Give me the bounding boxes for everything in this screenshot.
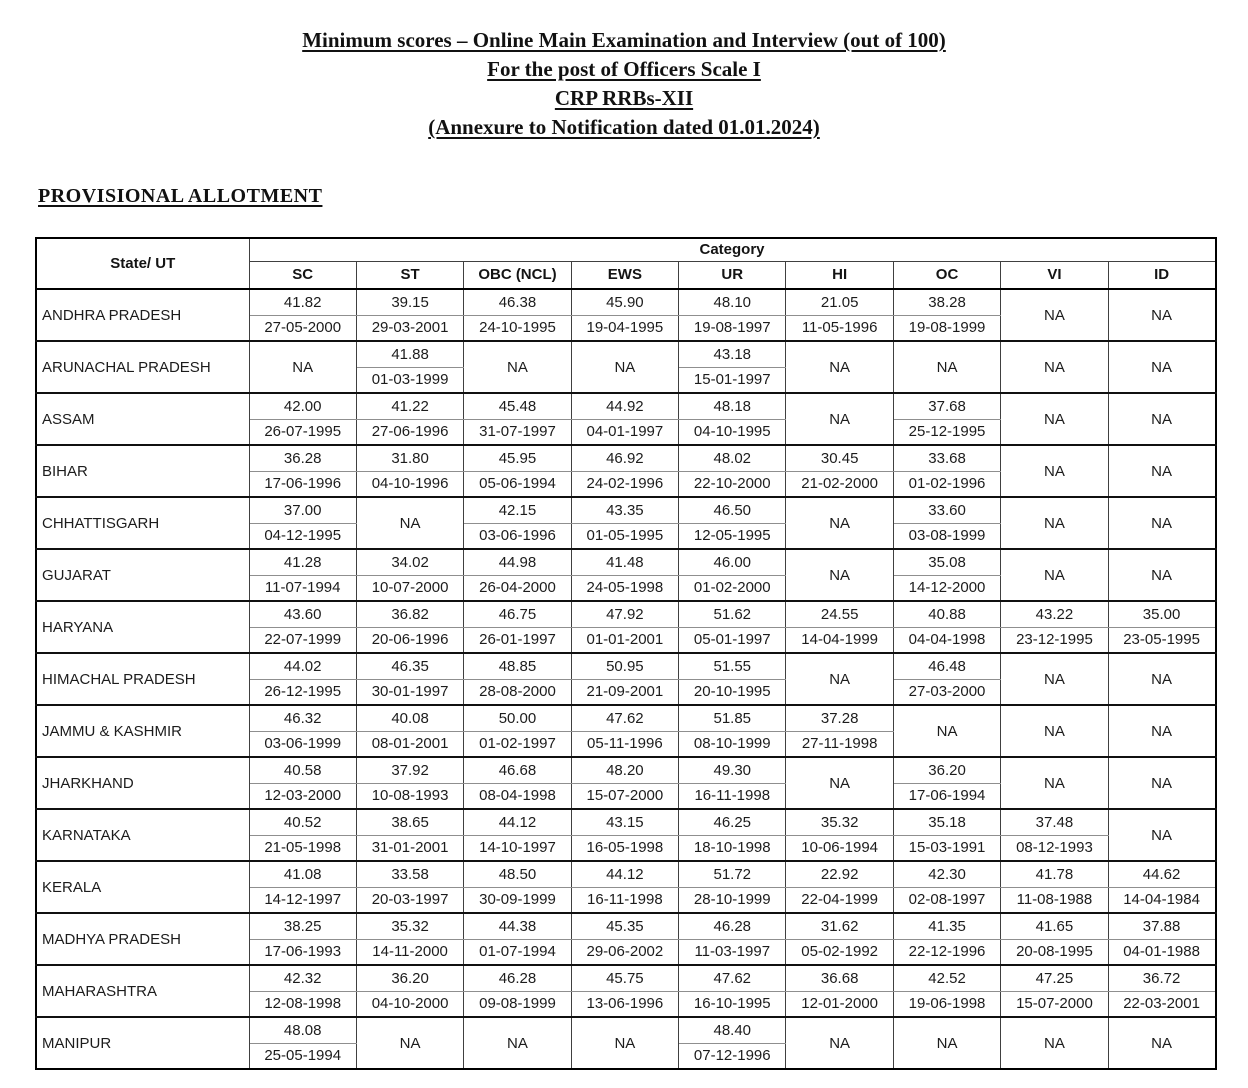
- score-cell: 46.35: [356, 653, 463, 679]
- date-cell: 29-03-2001: [356, 315, 463, 341]
- date-cell: 12-01-2000: [786, 991, 893, 1017]
- date-cell: 16-11-1998: [571, 887, 678, 913]
- score-cell: 48.08: [249, 1017, 356, 1043]
- score-cell: 43.15: [571, 809, 678, 835]
- score-cell: 41.48: [571, 549, 678, 575]
- state-name: GUJARAT: [36, 549, 249, 601]
- date-cell: 15-01-1997: [679, 367, 786, 393]
- date-cell: 12-08-1998: [249, 991, 356, 1017]
- date-cell: 05-01-1997: [679, 627, 786, 653]
- date-cell: 20-08-1995: [1001, 939, 1108, 965]
- date-cell: 01-02-1997: [464, 731, 571, 757]
- na-cell: NA: [464, 341, 571, 393]
- date-cell: 23-12-1995: [1001, 627, 1108, 653]
- score-cell: 41.65: [1001, 913, 1108, 939]
- score-cell: 39.15: [356, 289, 463, 315]
- na-cell: NA: [1001, 289, 1108, 341]
- date-cell: 10-07-2000: [356, 575, 463, 601]
- state-name: JAMMU & KASHMIR: [36, 705, 249, 757]
- date-cell: 01-03-1999: [356, 367, 463, 393]
- date-cell: 16-11-1998: [679, 783, 786, 809]
- date-cell: 19-08-1997: [679, 315, 786, 341]
- state-row: [36, 289, 1216, 315]
- date-cell: 01-02-2000: [679, 575, 786, 601]
- na-cell: NA: [571, 341, 678, 393]
- date-cell: 11-07-1994: [249, 575, 356, 601]
- score-cell: 43.60: [249, 601, 356, 627]
- na-cell: NA: [1001, 705, 1108, 757]
- score-cell: 41.35: [893, 913, 1000, 939]
- score-cell: 48.40: [679, 1017, 786, 1043]
- state-row: [36, 393, 1216, 419]
- score-cell: 44.12: [464, 809, 571, 835]
- score-cell: 40.58: [249, 757, 356, 783]
- date-cell: 05-06-1994: [464, 471, 571, 497]
- na-cell: NA: [786, 497, 893, 549]
- score-cell: 47.62: [679, 965, 786, 991]
- date-cell: 14-04-1984: [1108, 887, 1215, 913]
- score-cell: 38.28: [893, 289, 1000, 315]
- score-cell: 34.02: [356, 549, 463, 575]
- state-row: [36, 965, 1216, 991]
- score-cell: 46.68: [464, 757, 571, 783]
- date-cell: 08-04-1998: [464, 783, 571, 809]
- score-cell: 51.62: [679, 601, 786, 627]
- state-ut-header: State/ UT: [36, 238, 249, 289]
- score-cell: 40.08: [356, 705, 463, 731]
- title-line-1: Minimum scores – Online Main Examination and Interview (out of 100): [302, 28, 946, 52]
- date-cell: 21-09-2001: [571, 679, 678, 705]
- score-cell: 40.88: [893, 601, 1000, 627]
- state-name: HARYANA: [36, 601, 249, 653]
- date-cell: 08-01-2001: [356, 731, 463, 757]
- date-cell: 05-02-1992: [786, 939, 893, 965]
- score-cell: 35.32: [786, 809, 893, 835]
- date-cell: 26-07-1995: [249, 419, 356, 445]
- date-cell: 19-08-1999: [893, 315, 1000, 341]
- column-header-sc: SC: [249, 261, 356, 289]
- na-cell: NA: [1108, 549, 1215, 601]
- score-cell: 33.58: [356, 861, 463, 887]
- score-cell: 22.92: [786, 861, 893, 887]
- state-row: [36, 341, 1216, 367]
- date-cell: 23-05-1995: [1108, 627, 1215, 653]
- date-cell: 17-06-1996: [249, 471, 356, 497]
- state-row: [36, 757, 1216, 783]
- na-cell: NA: [1001, 445, 1108, 497]
- date-cell: 25-12-1995: [893, 419, 1000, 445]
- date-cell: 03-06-1996: [464, 523, 571, 549]
- score-cell: 45.35: [571, 913, 678, 939]
- date-cell: 19-06-1998: [893, 991, 1000, 1017]
- score-cell: 36.20: [893, 757, 1000, 783]
- score-cell: 41.28: [249, 549, 356, 575]
- date-cell: 27-05-2000: [249, 315, 356, 341]
- score-cell: 48.50: [464, 861, 571, 887]
- date-cell: 18-10-1998: [679, 835, 786, 861]
- na-cell: NA: [786, 757, 893, 809]
- na-cell: NA: [249, 341, 356, 393]
- column-header-ews: EWS: [571, 261, 678, 289]
- score-cell: 47.25: [1001, 965, 1108, 991]
- na-cell: NA: [786, 549, 893, 601]
- na-cell: NA: [1108, 809, 1215, 861]
- na-cell: NA: [1108, 1017, 1215, 1069]
- na-cell: NA: [893, 341, 1000, 393]
- score-cell: 50.00: [464, 705, 571, 731]
- date-cell: 17-06-1993: [249, 939, 356, 965]
- score-cell: 46.28: [464, 965, 571, 991]
- column-header-hi: HI: [786, 261, 893, 289]
- date-cell: 14-10-1997: [464, 835, 571, 861]
- score-cell: 24.55: [786, 601, 893, 627]
- date-cell: 31-07-1997: [464, 419, 571, 445]
- score-cell: 48.02: [679, 445, 786, 471]
- date-cell: 04-10-1995: [679, 419, 786, 445]
- score-cell: 33.60: [893, 497, 1000, 523]
- date-cell: 24-02-1996: [571, 471, 678, 497]
- na-cell: NA: [1108, 497, 1215, 549]
- date-cell: 30-01-1997: [356, 679, 463, 705]
- na-cell: NA: [1001, 653, 1108, 705]
- state-row: [36, 601, 1216, 627]
- date-cell: 03-08-1999: [893, 523, 1000, 549]
- score-cell: 43.22: [1001, 601, 1108, 627]
- na-cell: NA: [1108, 653, 1215, 705]
- date-cell: 21-05-1998: [249, 835, 356, 861]
- score-cell: 50.95: [571, 653, 678, 679]
- na-cell: NA: [1108, 341, 1215, 393]
- date-cell: 17-06-1994: [893, 783, 1000, 809]
- date-cell: 15-07-2000: [1001, 991, 1108, 1017]
- score-cell: 44.38: [464, 913, 571, 939]
- score-cell: 37.68: [893, 393, 1000, 419]
- date-cell: 20-06-1996: [356, 627, 463, 653]
- na-cell: NA: [893, 1017, 1000, 1069]
- state-name: JHARKHAND: [36, 757, 249, 809]
- na-cell: NA: [356, 497, 463, 549]
- title-line-4: (Annexure to Notification dated 01.01.2024): [428, 115, 820, 139]
- na-cell: NA: [571, 1017, 678, 1069]
- na-cell: NA: [1108, 393, 1215, 445]
- date-cell: 29-06-2002: [571, 939, 678, 965]
- table-header-row-category: [36, 238, 1216, 261]
- score-cell: 42.32: [249, 965, 356, 991]
- date-cell: 04-04-1998: [893, 627, 1000, 653]
- score-cell: 35.18: [893, 809, 1000, 835]
- state-name: ANDHRA PRADESH: [36, 289, 249, 341]
- date-cell: 22-10-2000: [679, 471, 786, 497]
- score-cell: 45.48: [464, 393, 571, 419]
- min-scores-table: [35, 237, 1217, 1070]
- score-cell: 35.08: [893, 549, 1000, 575]
- na-cell: NA: [1108, 705, 1215, 757]
- state-row: [36, 445, 1216, 471]
- date-cell: 31-01-2001: [356, 835, 463, 861]
- date-cell: 26-01-1997: [464, 627, 571, 653]
- date-cell: 04-10-2000: [356, 991, 463, 1017]
- date-cell: 04-01-1988: [1108, 939, 1215, 965]
- state-name: MANIPUR: [36, 1017, 249, 1069]
- date-cell: 20-10-1995: [679, 679, 786, 705]
- date-cell: 21-02-2000: [786, 471, 893, 497]
- date-cell: 30-09-1999: [464, 887, 571, 913]
- score-cell: 41.82: [249, 289, 356, 315]
- date-cell: 14-12-1997: [249, 887, 356, 913]
- na-cell: NA: [1108, 445, 1215, 497]
- date-cell: 24-10-1995: [464, 315, 571, 341]
- score-cell: 41.08: [249, 861, 356, 887]
- date-cell: 24-05-1998: [571, 575, 678, 601]
- state-name: KERALA: [36, 861, 249, 913]
- date-cell: 04-01-1997: [571, 419, 678, 445]
- state-name: CHHATTISGARH: [36, 497, 249, 549]
- score-cell: 51.85: [679, 705, 786, 731]
- na-cell: NA: [1108, 757, 1215, 809]
- date-cell: 10-08-1993: [356, 783, 463, 809]
- date-cell: 03-06-1999: [249, 731, 356, 757]
- date-cell: 05-11-1996: [571, 731, 678, 757]
- date-cell: 04-10-1996: [356, 471, 463, 497]
- date-cell: 04-12-1995: [249, 523, 356, 549]
- date-cell: 11-08-1988: [1001, 887, 1108, 913]
- score-cell: 42.30: [893, 861, 1000, 887]
- score-cell: 45.90: [571, 289, 678, 315]
- score-cell: 37.00: [249, 497, 356, 523]
- state-name: HIMACHAL PRADESH: [36, 653, 249, 705]
- na-cell: NA: [1001, 393, 1108, 445]
- score-cell: 44.62: [1108, 861, 1215, 887]
- date-cell: 16-05-1998: [571, 835, 678, 861]
- date-cell: 09-08-1999: [464, 991, 571, 1017]
- score-cell: 48.18: [679, 393, 786, 419]
- score-cell: 37.88: [1108, 913, 1215, 939]
- score-cell: 41.88: [356, 341, 463, 367]
- score-cell: 44.92: [571, 393, 678, 419]
- score-cell: 43.35: [571, 497, 678, 523]
- na-cell: NA: [786, 653, 893, 705]
- score-cell: 37.28: [786, 705, 893, 731]
- score-cell: 42.00: [249, 393, 356, 419]
- date-cell: 26-12-1995: [249, 679, 356, 705]
- score-cell: 45.95: [464, 445, 571, 471]
- date-cell: 26-04-2000: [464, 575, 571, 601]
- score-cell: 51.55: [679, 653, 786, 679]
- date-cell: 07-12-1996: [679, 1043, 786, 1069]
- score-cell: 45.75: [571, 965, 678, 991]
- date-cell: 28-08-2000: [464, 679, 571, 705]
- date-cell: 16-10-1995: [679, 991, 786, 1017]
- score-cell: 46.50: [679, 497, 786, 523]
- date-cell: 01-05-1995: [571, 523, 678, 549]
- score-cell: 31.62: [786, 913, 893, 939]
- state-row: [36, 1017, 1216, 1043]
- score-cell: 46.92: [571, 445, 678, 471]
- date-cell: 08-12-1993: [1001, 835, 1108, 861]
- date-cell: 12-05-1995: [679, 523, 786, 549]
- score-cell: 21.05: [786, 289, 893, 315]
- score-cell: 38.65: [356, 809, 463, 835]
- score-cell: 48.10: [679, 289, 786, 315]
- na-cell: NA: [1001, 1017, 1108, 1069]
- state-name: MADHYA PRADESH: [36, 913, 249, 965]
- score-cell: 36.20: [356, 965, 463, 991]
- document-title-block: [0, 0, 1248, 142]
- date-cell: 11-03-1997: [679, 939, 786, 965]
- score-cell: 36.72: [1108, 965, 1215, 991]
- score-cell: 44.98: [464, 549, 571, 575]
- score-cell: 43.18: [679, 341, 786, 367]
- score-cell: 36.68: [786, 965, 893, 991]
- date-cell: 22-04-1999: [786, 887, 893, 913]
- date-cell: 11-05-1996: [786, 315, 893, 341]
- score-cell: 33.68: [893, 445, 1000, 471]
- date-cell: 27-03-2000: [893, 679, 1000, 705]
- date-cell: 08-10-1999: [679, 731, 786, 757]
- state-row: [36, 549, 1216, 575]
- state-row: [36, 809, 1216, 835]
- column-header-ur: UR: [679, 261, 786, 289]
- date-cell: 10-06-1994: [786, 835, 893, 861]
- score-cell: 36.82: [356, 601, 463, 627]
- title-line-2: For the post of Officers Scale I: [487, 57, 761, 81]
- date-cell: 27-11-1998: [786, 731, 893, 757]
- date-cell: 14-11-2000: [356, 939, 463, 965]
- score-cell: 41.22: [356, 393, 463, 419]
- na-cell: NA: [1001, 757, 1108, 809]
- column-header-obc-ncl: OBC (NCL): [464, 261, 571, 289]
- date-cell: 22-12-1996: [893, 939, 1000, 965]
- date-cell: 14-12-2000: [893, 575, 1000, 601]
- score-cell: 47.62: [571, 705, 678, 731]
- date-cell: 01-01-2001: [571, 627, 678, 653]
- date-cell: 25-05-1994: [249, 1043, 356, 1069]
- column-header-id: ID: [1108, 261, 1215, 289]
- score-cell: 48.85: [464, 653, 571, 679]
- na-cell: NA: [786, 393, 893, 445]
- score-cell: 35.00: [1108, 601, 1215, 627]
- score-cell: 42.52: [893, 965, 1000, 991]
- score-cell: 44.12: [571, 861, 678, 887]
- state-name: KARNATAKA: [36, 809, 249, 861]
- score-cell: 40.52: [249, 809, 356, 835]
- score-cell: 37.92: [356, 757, 463, 783]
- state-name: BIHAR: [36, 445, 249, 497]
- na-cell: NA: [893, 705, 1000, 757]
- date-cell: 27-06-1996: [356, 419, 463, 445]
- date-cell: 22-07-1999: [249, 627, 356, 653]
- score-cell: 38.25: [249, 913, 356, 939]
- na-cell: NA: [356, 1017, 463, 1069]
- date-cell: 01-02-1996: [893, 471, 1000, 497]
- date-cell: 20-03-1997: [356, 887, 463, 913]
- score-cell: 46.48: [893, 653, 1000, 679]
- date-cell: 01-07-1994: [464, 939, 571, 965]
- title-line-3: CRP RRBs-XII: [554, 86, 694, 110]
- score-cell: 36.28: [249, 445, 356, 471]
- na-cell: NA: [1108, 289, 1215, 341]
- date-cell: 28-10-1999: [679, 887, 786, 913]
- score-cell: 46.38: [464, 289, 571, 315]
- score-cell: 46.28: [679, 913, 786, 939]
- state-row: [36, 705, 1216, 731]
- table-body: [36, 289, 1216, 1069]
- column-header-st: ST: [356, 261, 463, 289]
- score-cell: 37.48: [1001, 809, 1108, 835]
- date-cell: 02-08-1997: [893, 887, 1000, 913]
- score-cell: 41.78: [1001, 861, 1108, 887]
- score-cell: 44.02: [249, 653, 356, 679]
- score-cell: 46.32: [249, 705, 356, 731]
- score-cell: 46.00: [679, 549, 786, 575]
- na-cell: NA: [786, 1017, 893, 1069]
- date-cell: 15-03-1991: [893, 835, 1000, 861]
- na-cell: NA: [1001, 341, 1108, 393]
- table-header: [36, 238, 1216, 289]
- date-cell: 22-03-2001: [1108, 991, 1215, 1017]
- state-row: [36, 913, 1216, 939]
- na-cell: NA: [786, 341, 893, 393]
- state-row: [36, 653, 1216, 679]
- section-heading-provisional-allotment: PROVISIONAL ALLOTMENT: [38, 185, 323, 207]
- score-cell: 49.30: [679, 757, 786, 783]
- score-cell: 46.75: [464, 601, 571, 627]
- score-cell: 46.25: [679, 809, 786, 835]
- score-cell: 48.20: [571, 757, 678, 783]
- date-cell: 15-07-2000: [571, 783, 678, 809]
- state-name: ASSAM: [36, 393, 249, 445]
- score-cell: 30.45: [786, 445, 893, 471]
- date-cell: 14-04-1999: [786, 627, 893, 653]
- score-cell: 31.80: [356, 445, 463, 471]
- column-header-vi: VI: [1001, 261, 1108, 289]
- score-cell: 42.15: [464, 497, 571, 523]
- score-cell: 51.72: [679, 861, 786, 887]
- score-cell: 35.32: [356, 913, 463, 939]
- state-row: [36, 861, 1216, 887]
- state-name: MAHARASHTRA: [36, 965, 249, 1017]
- state-row: [36, 497, 1216, 523]
- score-cell: 47.92: [571, 601, 678, 627]
- date-cell: 13-06-1996: [571, 991, 678, 1017]
- na-cell: NA: [1001, 497, 1108, 549]
- column-header-oc: OC: [893, 261, 1000, 289]
- na-cell: NA: [464, 1017, 571, 1069]
- date-cell: 12-03-2000: [249, 783, 356, 809]
- date-cell: 19-04-1995: [571, 315, 678, 341]
- na-cell: NA: [1001, 549, 1108, 601]
- state-name: ARUNACHAL PRADESH: [36, 341, 249, 393]
- category-header: Category: [249, 238, 1216, 261]
